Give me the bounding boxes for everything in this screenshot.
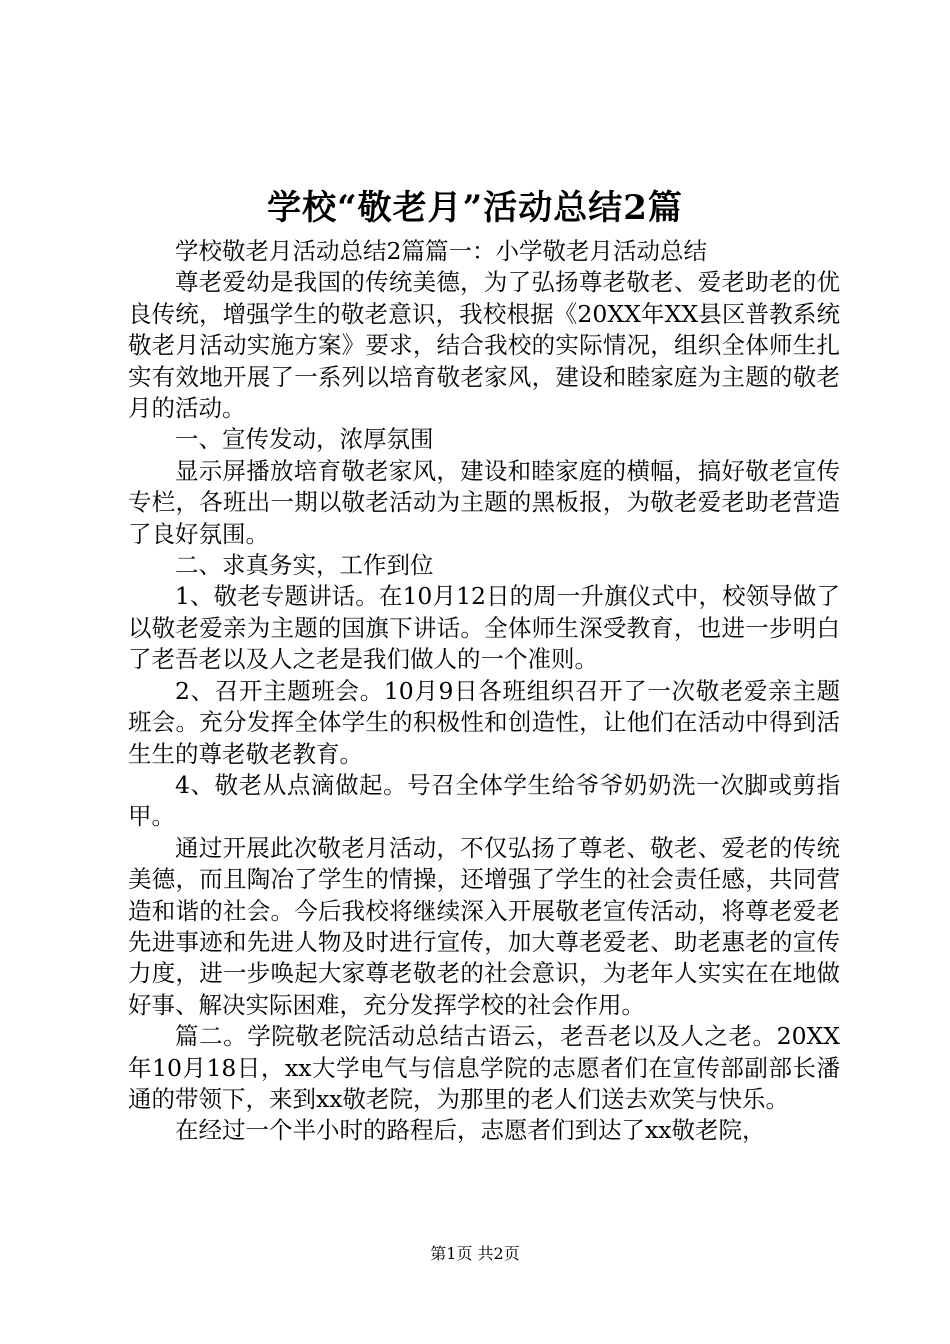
paragraph-intro: 学校敬老月活动总结2篇篇一：小学敬老月活动总结 <box>175 237 707 265</box>
page-number: 第1页 共2页 <box>430 1244 520 1263</box>
section-heading: 二、求真务实，工作到位 <box>175 551 434 580</box>
paragraph: 尊老爱幼是我国的传统美德，为了弘扬尊老敬老、爱老助老的优良传统，增强学生的敬老意识，我校根据《20XX年XX县区普教系统敬老月活动实施方案》要求，结合我校的实际情况，组织全体师生扎实有效地开展了一系列以培育敬老家风，建设和睦家庭为主题的敬老月的活动。 <box>128 268 840 423</box>
paragraph: 显示屏播放培育敬老家风，建设和睦家庭的横幅，搞好敬老宣传专栏，各班出一期以敬老活动为主题的黑板报，为敬老爱老助老营造了良好氛围。 <box>128 456 840 548</box>
paragraph: 篇二。学院敬老院活动总结古语云，老吾老以及人之老。20XX年10月18日，xx大学电气与信息学院的志愿者们在宣传部副部长潘通的带领下，来到xx敬老院，为那里的老人们送去欢笑与快乐。 <box>128 1022 840 1113</box>
document-body <box>128 236 840 1147</box>
document-title: 学校“敬老月”活动总结2篇 <box>267 188 683 228</box>
paragraph: 1、敬老专题讲话。在10月12日的周一升旗仪式中，校领导做了以敬老爱亲为主题的国旗下讲话。全体师生深受教育，也进一步明白了老吾老以及人之老是我们做人的一个准则。 <box>128 582 840 674</box>
section-heading: 一、宣传发动，浓厚氛围 <box>175 425 434 454</box>
paragraph: 2、召开主题班会。10月9日各班组织召开了一次敬老爱亲主题班会。充分发挥全体学生的积极性和创造性，让他们在活动中得到活生生的尊老敬老教育。 <box>128 676 840 768</box>
paragraph: 通过开展此次敬老月活动，不仅弘扬了尊老、敬老、爱老的传统美德，而且陶冶了学生的情操，还增强了学生的社会责任感，共同营造和谐的社会。今后我校将继续深入开展敬老宣传活动，将尊老爱老先进事迹和先进人物及时进行宣传，加大尊老爱老、助老惠老的宣传力度，进一步唤起大家尊老敬老的社会意识，为老年人实实在在地做好事、解决实际困难，充分发挥学校的社会作用。 <box>128 833 840 1019</box>
paragraph: 在经过一个半小时的路程后，志愿者们到达了xx敬老院， <box>175 1116 766 1145</box>
paragraph: 4、敬老从点滴做起。号召全体学生给爷爷奶奶洗一次脚或剪指甲。 <box>128 770 840 831</box>
